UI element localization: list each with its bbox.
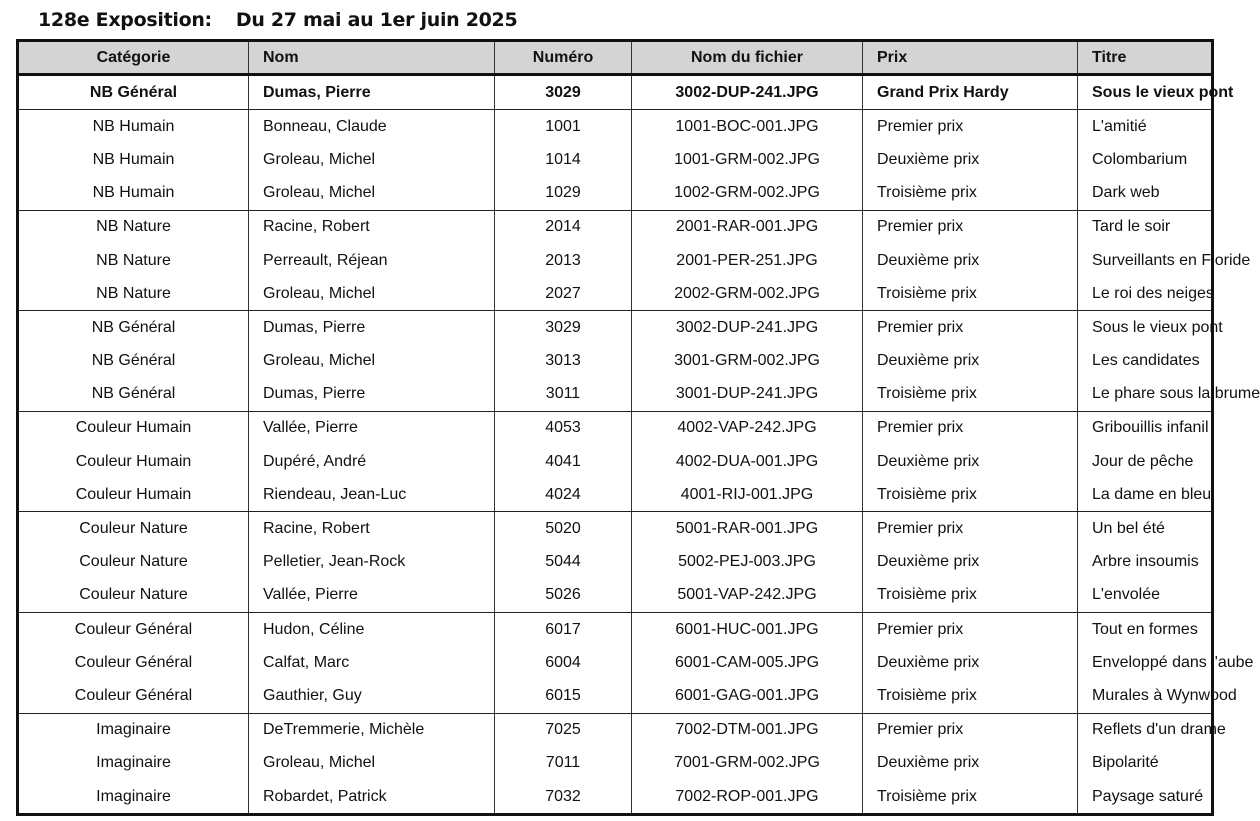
- cell-categorie: Couleur Nature: [18, 512, 249, 546]
- cell-numero: 4053: [495, 411, 632, 445]
- cell-prix: Troisième prix: [863, 478, 1078, 512]
- cell-nom-du-fichier: 4002-DUA-001.JPG: [632, 445, 863, 478]
- cell-titre: Bipolarité: [1078, 747, 1213, 780]
- cell-categorie: NB Nature: [18, 277, 249, 311]
- cell-numero: 2013: [495, 244, 632, 277]
- cell-nom: Calfat, Marc: [249, 646, 495, 679]
- table-row: [18, 210, 1213, 244]
- cell-nom-du-fichier: 7002-DTM-001.JPG: [632, 713, 863, 747]
- cell-nom: Vallée, Pierre: [249, 579, 495, 613]
- cell-numero: 5026: [495, 579, 632, 613]
- cell-categorie: Couleur Nature: [18, 546, 249, 579]
- cell-numero: 4024: [495, 478, 632, 512]
- cell-nom: Racine, Robert: [249, 210, 495, 244]
- table-row: [18, 679, 1213, 713]
- table-row: [18, 143, 1213, 176]
- cell-prix: Premier prix: [863, 613, 1078, 647]
- cell-categorie: Couleur Humain: [18, 445, 249, 478]
- cell-nom-du-fichier: 3001-DUP-241.JPG: [632, 378, 863, 412]
- header-nom-du-fichier: Nom du fichier: [632, 41, 863, 75]
- cell-titre: Paysage saturé: [1078, 780, 1213, 815]
- cell-titre: Le roi des neiges: [1078, 277, 1213, 311]
- cell-titre: Murales à Wynwood: [1078, 679, 1213, 713]
- exposition-dates: Du 27 mai au 1er juin 2025: [235, 9, 518, 31]
- cell-categorie: NB Général: [18, 311, 249, 345]
- cell-categorie: NB Général: [18, 345, 249, 378]
- table-row: [18, 311, 1213, 345]
- cell-nom-du-fichier: 7002-ROP-001.JPG: [632, 780, 863, 815]
- cell-nom-du-fichier: 2001-PER-251.JPG: [632, 244, 863, 277]
- cell-prix: Troisième prix: [863, 780, 1078, 815]
- cell-categorie: Imaginaire: [18, 780, 249, 815]
- cell-categorie: NB Humain: [18, 110, 249, 144]
- cell-titre: Colombarium: [1078, 143, 1213, 176]
- cell-categorie: NB Nature: [18, 244, 249, 277]
- cell-titre: Enveloppé dans l'aube: [1078, 646, 1213, 679]
- table-row: [18, 478, 1213, 512]
- cell-nom: Perreault, Réjean: [249, 244, 495, 277]
- cell-prix: Premier prix: [863, 210, 1078, 244]
- cell-titre: La dame en bleu: [1078, 478, 1213, 512]
- cell-titre: Les candidates: [1078, 345, 1213, 378]
- cell-numero: 3011: [495, 378, 632, 412]
- table-row: [18, 613, 1213, 647]
- table-row: [18, 277, 1213, 311]
- cell-titre: Tout en formes: [1078, 613, 1213, 647]
- cell-nom: DeTremmerie, Michèle: [249, 713, 495, 747]
- table-row: [18, 780, 1213, 815]
- cell-nom-du-fichier: 3001-GRM-002.JPG: [632, 345, 863, 378]
- cell-prix: Troisième prix: [863, 177, 1078, 211]
- table-header-row: [18, 41, 1213, 75]
- cell-numero: 2027: [495, 277, 632, 311]
- cell-nom-du-fichier: 6001-HUC-001.JPG: [632, 613, 863, 647]
- cell-titre: Surveillants en Floride: [1078, 244, 1213, 277]
- cell-categorie: Imaginaire: [18, 747, 249, 780]
- header-prix: Prix: [863, 41, 1078, 75]
- cell-prix: Premier prix: [863, 311, 1078, 345]
- header-nom: Nom: [249, 41, 495, 75]
- table-row: [18, 177, 1213, 211]
- cell-nom-du-fichier: 7001-GRM-002.JPG: [632, 747, 863, 780]
- table-row: [18, 378, 1213, 412]
- cell-numero: 6015: [495, 679, 632, 713]
- cell-nom: Racine, Robert: [249, 512, 495, 546]
- cell-numero: 7032: [495, 780, 632, 815]
- cell-nom-du-fichier: 5001-RAR-001.JPG: [632, 512, 863, 546]
- header-categorie: Catégorie: [18, 41, 249, 75]
- cell-nom-du-fichier: 6001-CAM-005.JPG: [632, 646, 863, 679]
- cell-prix: Premier prix: [863, 512, 1078, 546]
- cell-numero: 1029: [495, 177, 632, 211]
- table-row: [18, 75, 1213, 110]
- cell-categorie: Couleur Nature: [18, 579, 249, 613]
- cell-nom-du-fichier: 2001-RAR-001.JPG: [632, 210, 863, 244]
- document-title: [38, 9, 517, 31]
- table-row: [18, 110, 1213, 144]
- cell-titre: Sous le vieux pont: [1078, 75, 1213, 110]
- cell-nom-du-fichier: 4001-RIJ-001.JPG: [632, 478, 863, 512]
- cell-numero: 7011: [495, 747, 632, 780]
- cell-categorie: Couleur Humain: [18, 411, 249, 445]
- cell-prix: Deuxième prix: [863, 747, 1078, 780]
- cell-categorie: NB Nature: [18, 210, 249, 244]
- table-row: [18, 546, 1213, 579]
- cell-nom: Pelletier, Jean-Rock: [249, 546, 495, 579]
- table-row: [18, 713, 1213, 747]
- cell-nom-du-fichier: 5002-PEJ-003.JPG: [632, 546, 863, 579]
- cell-numero: 6017: [495, 613, 632, 647]
- cell-titre: Un bel été: [1078, 512, 1213, 546]
- header-titre: Titre: [1078, 41, 1213, 75]
- cell-numero: 1014: [495, 143, 632, 176]
- cell-titre: L'amitié: [1078, 110, 1213, 144]
- cell-nom: Groleau, Michel: [249, 747, 495, 780]
- cell-nom: Riendeau, Jean-Luc: [249, 478, 495, 512]
- cell-categorie: Couleur Général: [18, 646, 249, 679]
- table-row: [18, 579, 1213, 613]
- cell-prix: Premier prix: [863, 713, 1078, 747]
- cell-prix: Troisième prix: [863, 378, 1078, 412]
- cell-titre: Reflets d'un drame: [1078, 713, 1213, 747]
- cell-nom: Vallée, Pierre: [249, 411, 495, 445]
- cell-numero: 2014: [495, 210, 632, 244]
- cell-numero: 7025: [495, 713, 632, 747]
- cell-nom-du-fichier: 1001-BOC-001.JPG: [632, 110, 863, 144]
- cell-nom: Robardet, Patrick: [249, 780, 495, 815]
- cell-categorie: NB Général: [18, 75, 249, 110]
- cell-numero: 3029: [495, 311, 632, 345]
- cell-titre: L'envolée: [1078, 579, 1213, 613]
- cell-numero: 3029: [495, 75, 632, 110]
- cell-nom: Dumas, Pierre: [249, 75, 495, 110]
- cell-prix: Deuxième prix: [863, 546, 1078, 579]
- cell-categorie: NB Général: [18, 378, 249, 412]
- header-numero: Numéro: [495, 41, 632, 75]
- table-row: [18, 512, 1213, 546]
- table-body: [18, 75, 1260, 815]
- cell-nom: Groleau, Michel: [249, 143, 495, 176]
- cell-nom: Dumas, Pierre: [249, 311, 495, 345]
- cell-nom-du-fichier: 3002-DUP-241.JPG: [632, 311, 863, 345]
- cell-prix: Premier prix: [863, 411, 1078, 445]
- cell-nom-du-fichier: 4002-VAP-242.JPG: [632, 411, 863, 445]
- cell-nom-du-fichier: 6001-GAG-001.JPG: [632, 679, 863, 713]
- cell-nom: Hudon, Céline: [249, 613, 495, 647]
- cell-nom-du-fichier: 2002-GRM-002.JPG: [632, 277, 863, 311]
- cell-nom: Bonneau, Claude: [249, 110, 495, 144]
- cell-nom: Groleau, Michel: [249, 345, 495, 378]
- cell-nom: Gauthier, Guy: [249, 679, 495, 713]
- table-row: [18, 646, 1213, 679]
- table-row: [18, 411, 1213, 445]
- cell-prix: Troisième prix: [863, 277, 1078, 311]
- cell-titre: Tard le soir: [1078, 210, 1213, 244]
- table-row: [18, 747, 1213, 780]
- table-row: [18, 445, 1213, 478]
- cell-nom: Groleau, Michel: [249, 277, 495, 311]
- cell-categorie: Imaginaire: [18, 713, 249, 747]
- table-row: [18, 244, 1213, 277]
- cell-prix: Deuxième prix: [863, 345, 1078, 378]
- cell-categorie: Couleur Général: [18, 613, 249, 647]
- cell-categorie: NB Humain: [18, 143, 249, 176]
- table-row: [18, 345, 1213, 378]
- cell-nom: Dupéré, André: [249, 445, 495, 478]
- cell-categorie: Couleur Humain: [18, 478, 249, 512]
- cell-prix: Troisième prix: [863, 679, 1078, 713]
- cell-nom-du-fichier: 1001-GRM-002.JPG: [632, 143, 863, 176]
- cell-nom-du-fichier: 5001-VAP-242.JPG: [632, 579, 863, 613]
- cell-categorie: NB Humain: [18, 177, 249, 211]
- cell-prix: Grand Prix Hardy: [863, 75, 1078, 110]
- cell-numero: 4041: [495, 445, 632, 478]
- cell-numero: 1001: [495, 110, 632, 144]
- cell-prix: Premier prix: [863, 110, 1078, 144]
- cell-titre: Arbre insoumis: [1078, 546, 1213, 579]
- cell-prix: Deuxième prix: [863, 244, 1078, 277]
- cell-prix: Deuxième prix: [863, 646, 1078, 679]
- cell-nom: Dumas, Pierre: [249, 378, 495, 412]
- results-table: [16, 39, 1260, 816]
- cell-prix: Troisième prix: [863, 579, 1078, 613]
- cell-nom-du-fichier: 1002-GRM-002.JPG: [632, 177, 863, 211]
- cell-titre: Jour de pêche: [1078, 445, 1213, 478]
- cell-nom: Groleau, Michel: [249, 177, 495, 211]
- cell-prix: Deuxième prix: [863, 445, 1078, 478]
- cell-titre: Dark web: [1078, 177, 1213, 211]
- cell-numero: 5044: [495, 546, 632, 579]
- cell-prix: Deuxième prix: [863, 143, 1078, 176]
- cell-numero: 6004: [495, 646, 632, 679]
- cell-titre: Sous le vieux pont: [1078, 311, 1213, 345]
- cell-titre: Gribouillis infanil: [1078, 411, 1213, 445]
- cell-nom-du-fichier: 3002-DUP-241.JPG: [632, 75, 863, 110]
- cell-numero: 5020: [495, 512, 632, 546]
- cell-titre: Le phare sous la brume: [1078, 378, 1213, 412]
- cell-categorie: Couleur Général: [18, 679, 249, 713]
- cell-numero: 3013: [495, 345, 632, 378]
- exposition-label: 128e Exposition:: [38, 9, 212, 31]
